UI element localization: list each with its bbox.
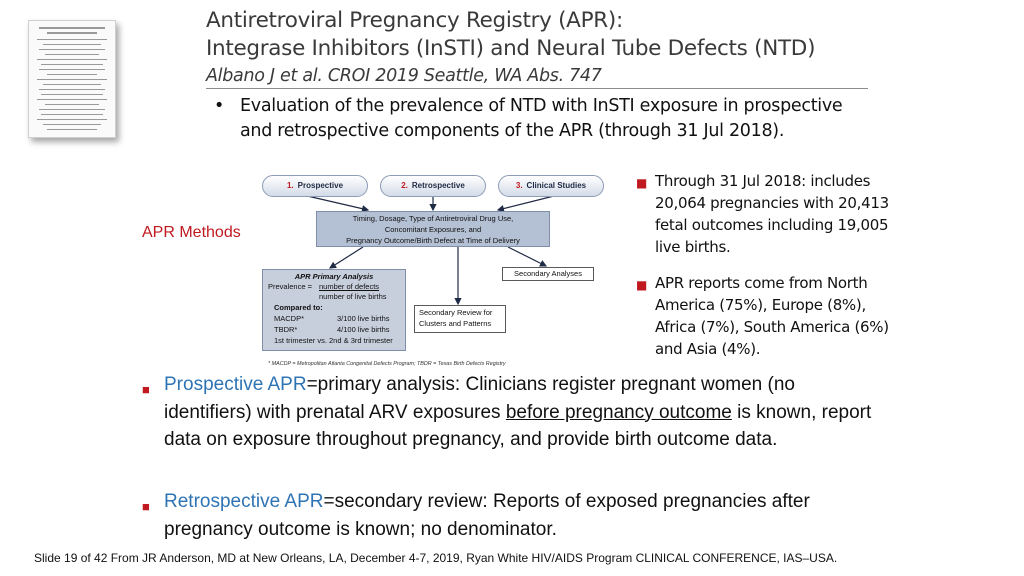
note-text: APR reports come from North America (75%), Europe (8%), Africa (7%), South America (6%) and Asia (4%). <box>655 274 889 358</box>
apr-methods-diagram <box>258 171 608 371</box>
thumb-line <box>47 129 97 130</box>
prevalence-label: Prevalence = <box>268 282 312 291</box>
comparison-name: TBDR* <box>274 325 298 334</box>
slide-footer: Slide 19 of 42 From JR Anderson, MD at New Orleans, LA, December 4-7, 2019, Ryan White HIV/AIDS Program CLINICAL CONFERENCE, IAS–USA. <box>34 551 838 565</box>
note-regions <box>636 272 898 360</box>
stage-number: 1. <box>286 181 294 190</box>
citation: Albano J et al. CROI 2019 Seattle, WA Abs. 747 <box>206 66 602 86</box>
timing-box <box>316 211 550 247</box>
thumb-line <box>41 94 103 95</box>
thumb-line <box>45 54 99 55</box>
secondary-analyses-box: Secondary Analyses <box>502 267 594 281</box>
apr-methods-label: APR Methods <box>142 224 241 241</box>
timing-line: Concomitant Exposures, and <box>384 225 482 234</box>
bullet-retrospective <box>142 488 882 543</box>
stage-number: 2. <box>401 181 408 190</box>
thumb-line <box>41 114 103 115</box>
review-line: Secondary Review for <box>419 308 493 317</box>
secondary-review-box <box>414 305 506 333</box>
retrospective-text: =secondary review: Reports of exposed pregnancies after pregnancy outcome is known; no denominator. <box>164 491 810 540</box>
thumb-line <box>39 69 105 70</box>
square-bullet-icon: ■ <box>142 499 150 514</box>
evaluation-text: Evaluation of the prevalence of NTD with InSTI exposure in prospective and retrospective components of the APR (through 31 Jul 2018). <box>240 96 843 141</box>
thumb-line <box>39 27 105 29</box>
timing-line: Timing, Dosage, Type of Antiretroviral Drug Use, <box>352 214 514 223</box>
bullet-text <box>142 488 882 543</box>
prospective-text-b: is known, report data on exposure throughout pregnancy, and provide birth outcome data. <box>164 401 872 450</box>
stage-number: 3. <box>515 181 523 190</box>
comparison-name: MACDP* <box>274 314 305 323</box>
title-divider <box>206 88 868 89</box>
timing-line: Pregnancy Outcome/Birth Defect at Time of Delivery <box>346 236 520 245</box>
stage-prospective <box>262 175 368 197</box>
square-bullet-icon: ■ <box>142 382 150 397</box>
prevalence-denominator: number of live births <box>319 292 387 301</box>
document-thumbnail <box>28 20 116 138</box>
thumb-line <box>43 44 101 45</box>
thumb-line <box>43 84 101 85</box>
prospective-underlined: before pregnancy outcome <box>505 401 732 423</box>
primary-title: APR Primary Analysis <box>294 272 374 281</box>
thumb-line <box>39 49 105 50</box>
thumb-line <box>37 79 107 80</box>
title-line-2: Integrase Inhibitors (InSTI) and Neural Tube Defects (NTD) <box>206 36 816 61</box>
prevalence-numerator: number of defects <box>319 282 380 291</box>
thumb-line <box>37 39 107 40</box>
square-bullet-icon: ■ <box>636 278 648 292</box>
retrospective-term: Retrospective APR <box>164 491 324 512</box>
arrow-secondary <box>508 247 546 266</box>
primary-analysis-box <box>262 269 406 351</box>
thumb-line <box>39 89 105 90</box>
prospective-text-a: =primary analysis: Clinicians register pregnant women (no identifiers) with prenatal ARV exposures <box>164 374 795 423</box>
thumb-line <box>41 64 103 65</box>
thumb-line <box>39 109 105 110</box>
bullet-prospective <box>142 371 882 454</box>
thumb-line <box>45 104 99 105</box>
compared-to-label: Compared to: <box>274 303 323 312</box>
stage-label: Clinical Studies <box>526 181 587 190</box>
review-line: Clusters and Patterns <box>419 318 492 328</box>
title-line-1: Antiretroviral Pregnancy Registry (APR): <box>206 8 623 33</box>
thumb-line <box>43 124 101 125</box>
stage-clinical-studies <box>498 175 604 197</box>
thumb-line <box>37 99 107 100</box>
stage-label: Prospective <box>297 181 344 190</box>
bullet-text <box>142 371 882 454</box>
prospective-term: Prospective APR <box>164 374 307 395</box>
arrow-clinical <box>498 195 558 210</box>
arrow-primary <box>330 247 363 268</box>
evaluation-bullet <box>214 94 854 144</box>
note-through-2018 <box>636 170 898 258</box>
thumb-line <box>47 74 97 75</box>
thumb-line <box>37 119 107 120</box>
thumb-line <box>37 59 107 60</box>
stage-label: Retrospective <box>411 181 465 190</box>
bullet-dot-icon: • <box>214 96 225 116</box>
thumb-line <box>47 32 97 34</box>
square-bullet-icon: ■ <box>636 176 648 190</box>
note-text: Through 31 Jul 2018: includes 20,064 pregnancies with 20,413 fetal outcomes including 19,005 live births. <box>655 172 889 256</box>
diagram-footnote: * MACDP = Metropolitan Atlanta Congenital Defects Program; TBDR = Texas Birth Defects Registry <box>268 361 506 367</box>
trimester-comparison: 1st trimester vs. 2nd & 3rd trimester <box>274 336 393 345</box>
comparison-value: 3/100 live births <box>337 314 390 323</box>
stage-retrospective <box>380 175 486 197</box>
comparison-value: 4/100 live births <box>337 325 390 334</box>
arrow-prospective <box>303 195 368 210</box>
